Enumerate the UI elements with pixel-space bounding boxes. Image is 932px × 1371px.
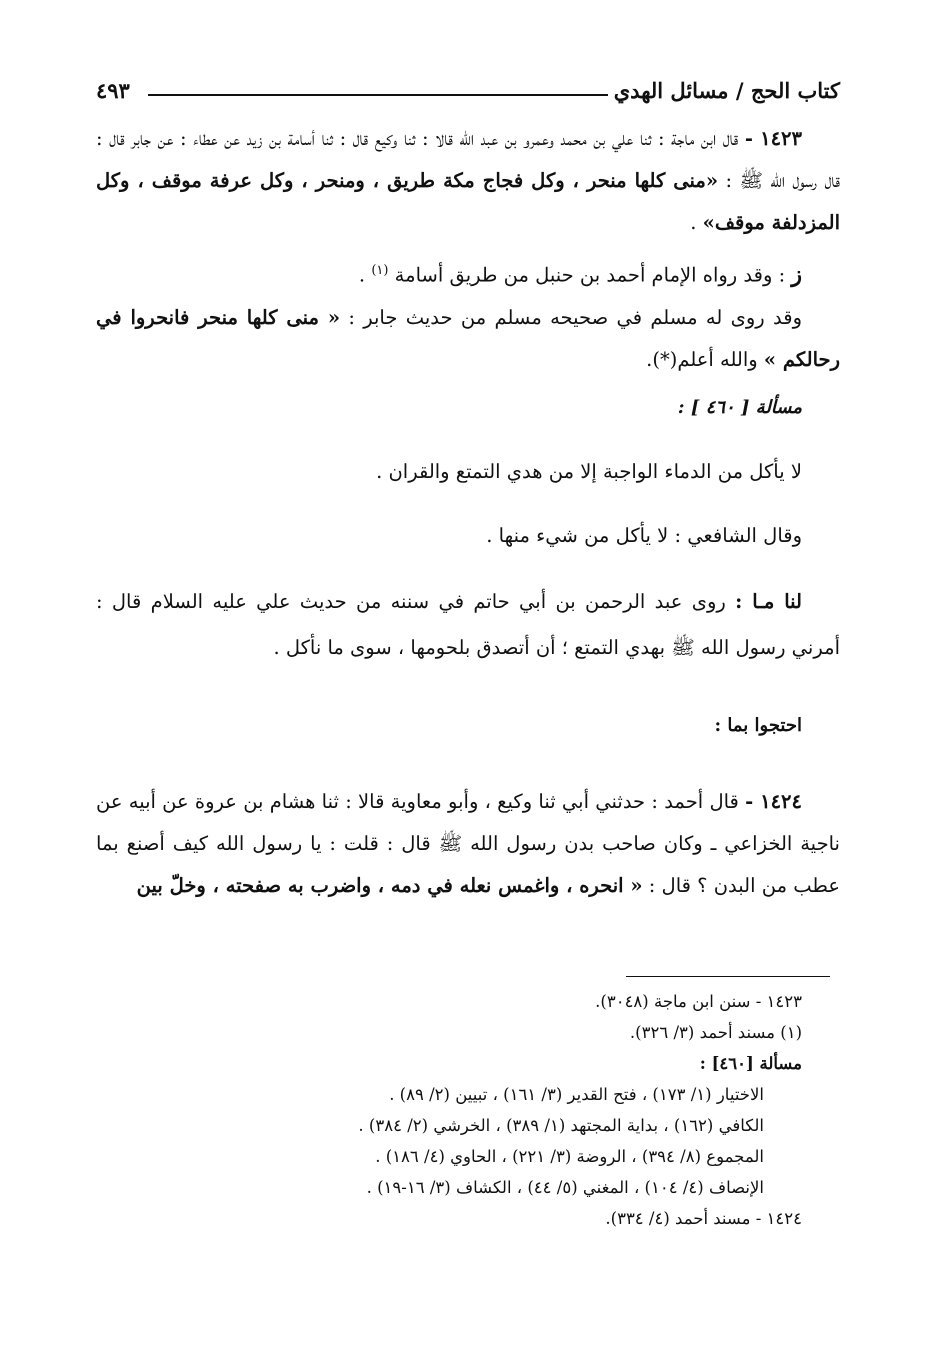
hadith-matn: « انحره ، واغمس نعله في دمه ، واضرب به صفحته ، وخلّ بين [136, 873, 643, 897]
hadith-number: ١٤٢٤ - [745, 789, 802, 813]
footnote-separator [626, 976, 830, 977]
footnote: (١) مسند أحمد (٣/ ٣٢٦). [629, 1023, 802, 1042]
spacer [96, 671, 840, 705]
zay-marker: ز [791, 261, 802, 288]
footnote: ١٤٢٤ - مسند أحمد (٤/ ٣٣٤). [605, 1209, 802, 1228]
footnote: الاختيار (١/ ١٧٣) ، فتح القدير (٣/ ١٦١) ، تبيين (٢/ ٨٩) . [389, 1085, 764, 1104]
lana-text: روى عبد الرحمن بن أبي حاتم في سننه من حديث علي عليه السلام قال : أمرني رسول الله ﷺ بهدي التمتع ؛ أن أتصدق بلحومها ، سوى ما نأكل . [96, 589, 840, 659]
footnote: الإنصاف (٤/ ١٠٤) ، المغني (٥/ ٤٤) ، الكشاف (٣/ ١٦-١٩) . [366, 1178, 764, 1197]
lana-evidence [96, 579, 840, 671]
footnote: المجموع (٨/ ٣٩٤) ، الروضة (٣/ ٢٢١) ، الحاوي (٤/ ١٨٦) . [375, 1147, 764, 1166]
footnote: ١٤٢٣ - سنن ابن ماجة (٣٠٤٨). [595, 992, 802, 1011]
spacer [96, 557, 840, 579]
zay-end: . [358, 263, 366, 287]
hadith-end: . [690, 211, 697, 234]
hadith-1424 [96, 781, 840, 907]
muslim-text: وقد روى له مسلم في صحيحه مسلم من حديث جابر : [348, 305, 802, 329]
spacer [96, 493, 840, 515]
hadith-number: ١٤٢٣ - [744, 127, 802, 150]
footnote-ref: (١) [371, 263, 389, 278]
hadith-isnad: قال ابن ماجة : ثنا علي بن محمد وعمرو بن عبد الله قالا : ثنا وكيع قال : ثنا أسامة بن زيد عن عطاء : عن جابر قال : قال رسول الله ﷺ : [96, 127, 841, 192]
lana-label: لنا مـا : [735, 589, 802, 613]
spacer [96, 429, 840, 451]
footnotes [96, 986, 840, 1234]
ihtajju-heading: احتجوا بما : [714, 714, 802, 736]
book-page [96, 72, 840, 1292]
hadith-isnad: قال أحمد : حدثني أبي ثنا وكيع ، وأبو معاوية قالا : ثنا هشام بن عروة عن أبيه عن ناجية الخزاعي ـ وكان صاحب بدن رسول الله ﷺ قال : قلت : يا رسول الله كيف أصنع بما عطب من البدن ؟ قال : [96, 789, 840, 897]
muslim-matn: « منى كلها منحر فانحروا في رحالكم » [96, 305, 840, 371]
muslim-note [96, 297, 840, 381]
running-header [96, 72, 840, 112]
spacer [96, 747, 840, 781]
zay-note [96, 250, 840, 297]
muslim-end: والله أعلم(*). [646, 347, 758, 371]
footnote: الكافي (١٦٢) ، بداية المجتهد (١/ ٣٨٩) ، الخرشي (٢/ ٣٨٤) . [358, 1116, 764, 1135]
shafii-view: وقال الشافعي : لا يأكل من شيء منها . [486, 523, 802, 547]
footnote-heading: مسألة [٤٦٠] : [699, 1054, 802, 1073]
ruling: لا يأكل من الدماء الواجبة إلا من هدي التمتع والقران . [376, 459, 802, 483]
hadith-matn: «منى كلها منحر ، وكل فجاج مكة طريق ، ومنحر ، وكل عرفة موقف ، وكل المزدلفة موقف» [96, 169, 840, 234]
zay-text: : وقد رواه الإمام أحمد بن حنبل من طريق أسامة [394, 263, 786, 287]
page-number: ٤٩٣ [96, 78, 130, 103]
masala-heading: مسألة [ ٤٦٠ ] : [677, 396, 802, 418]
hadith-1423 [96, 118, 840, 244]
header-rule [148, 94, 608, 96]
running-title: كتاب الحج / مسائل الهدي [613, 78, 840, 103]
main-text [96, 118, 840, 907]
